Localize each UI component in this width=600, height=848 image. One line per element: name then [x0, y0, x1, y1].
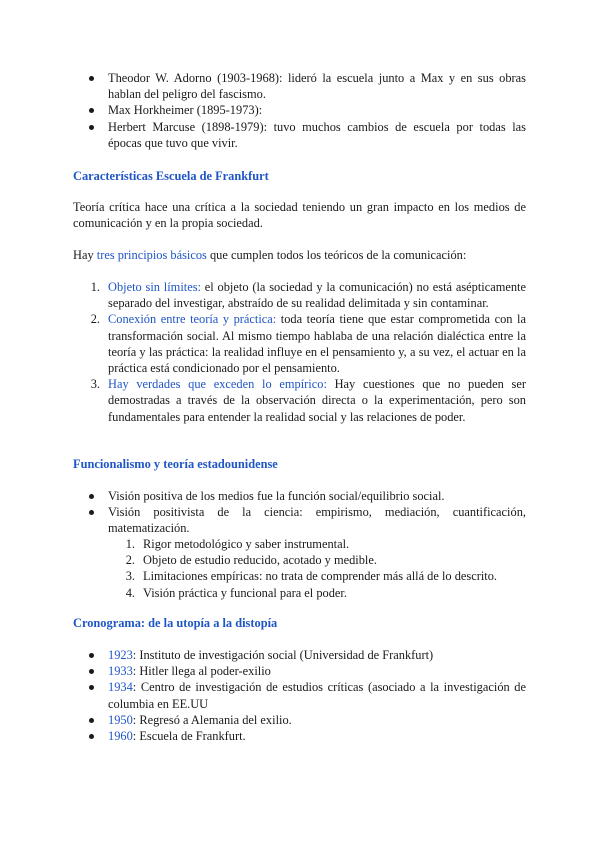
list-item-text: Visión positiva de los medios fue la función social/equilibrio social. [108, 489, 445, 503]
list-item [108, 663, 526, 679]
list-item [90, 279, 526, 311]
list-number: 4. [125, 585, 135, 600]
list-item [108, 679, 526, 711]
list-item [125, 552, 526, 568]
term: Objeto sin límites: [108, 280, 201, 294]
section-heading: Funcionalismo y teoría estadounidense [73, 457, 278, 471]
bullet-icon [89, 685, 94, 690]
term: Hay verdades que exceden lo empírico: [108, 377, 327, 392]
list-item [108, 488, 526, 504]
list-item-text: Theodor W. Adorno (1903-1968): lideró la escuela junto a Max y en sus obras hablan del peligro del fascismo. [108, 71, 526, 102]
list-item-text: : Centro de investigación de estudios críticas (asociado a la investigación de columbia en EE.UU [108, 680, 526, 711]
year: 1934 [108, 680, 133, 695]
list-item [108, 102, 526, 118]
bullet-icon [89, 718, 94, 723]
paragraph: Teoría crítica hace una crítica a la sociedad teniendo un gran impacto en los medios de comunicación y en la propia sociedad. [73, 200, 526, 231]
list-item-text: Max Horkheimer (1895-1973): [108, 103, 263, 118]
functionalism-sublist [125, 536, 526, 601]
functionalism-bullet-list [108, 488, 526, 537]
list-item-text: Objeto de estudio reducido, acotado y medible. [143, 553, 377, 568]
list-number: 1. [125, 537, 135, 551]
year: 1950 [108, 712, 133, 727]
bullet-icon [89, 125, 94, 130]
bullet-icon [89, 669, 94, 674]
list-item [108, 119, 526, 151]
list-item [108, 647, 526, 663]
list-item-text: Limitaciones empíricas: no trata de comprender más allá de lo descrito. [143, 569, 498, 584]
list-number: 3. [90, 377, 100, 392]
text: Hay [73, 248, 97, 262]
list-item [90, 311, 526, 376]
list-number: 2. [90, 312, 100, 327]
list-item [90, 376, 526, 425]
bullet-icon [89, 734, 94, 739]
bullet-icon [89, 510, 94, 515]
timeline-list [108, 647, 526, 744]
list-item [125, 585, 526, 601]
list-item [125, 536, 526, 552]
section-heading: Cronograma: de la utopía a la distopía [73, 616, 278, 630]
section-heading: Características Escuela de Frankfurt [73, 169, 269, 183]
text: que cumplen todos los teóricos de la comunicación: [206, 248, 467, 262]
list-item [125, 568, 526, 584]
paragraph [73, 247, 526, 263]
principles-list [90, 279, 526, 425]
term: Conexión entre teoría y práctica: [108, 312, 277, 327]
list-item-text: el objeto (la sociedad y la comunicación) no está asépticamente separado del investigar, abstraído de su realidad delimitada y sin contaminar. [108, 280, 526, 311]
list-item-text: Herbert Marcuse (1898-1979): tuvo muchos cambios de escuela por todas las épocas que tuvo que vivir. [108, 119, 526, 150]
list-item-text: : Hitler llega al poder-exilio [132, 664, 271, 679]
list-item-text: Rigor metodológico y saber instrumental. [143, 537, 350, 551]
list-item [108, 504, 526, 536]
list-item [108, 70, 526, 102]
list-item-text: : Regresó a Alemania del exilio. [132, 712, 292, 727]
list-item-text: : Instituto de investigación social (Universidad de Frankfurt) [132, 648, 434, 662]
list-number: 3. [125, 569, 135, 584]
list-item [108, 712, 526, 728]
list-item-text: toda teoría tiene que estar comprometida con la transformación social. Al mismo tiempo hablaba de una relación dialéctica entre la teoría y las práctica: la realidad influye en el pensamiento y, a su vez, el actuar en la práctica está condicionado por el pensamiento. [108, 312, 526, 376]
year: 1923 [108, 648, 133, 662]
year: 1933 [108, 664, 133, 679]
bullet-icon [89, 76, 94, 81]
list-number: 1. [90, 280, 100, 294]
bullet-icon [89, 494, 94, 499]
intro-bullet-list [108, 70, 526, 151]
list-number: 2. [125, 553, 135, 568]
list-item-text: Visión positivista de la ciencia: empirismo, mediación, cuantificación, matematización. [108, 505, 526, 536]
bullet-icon [89, 653, 94, 658]
bullet-icon [89, 108, 94, 113]
list-item-text: : Escuela de Frankfurt. [132, 729, 246, 744]
list-item [108, 728, 526, 744]
list-item-text: Hay cuestiones que no pueden ser demostradas a través de la observación directa o la experimentación, pero son fundamentales para entender la realidad social y las relaciones de poder. [108, 377, 526, 424]
list-item-text: Visión práctica y funcional para el poder. [143, 585, 347, 600]
highlight-text: tres principios básicos [96, 248, 207, 262]
year: 1960 [108, 729, 133, 744]
